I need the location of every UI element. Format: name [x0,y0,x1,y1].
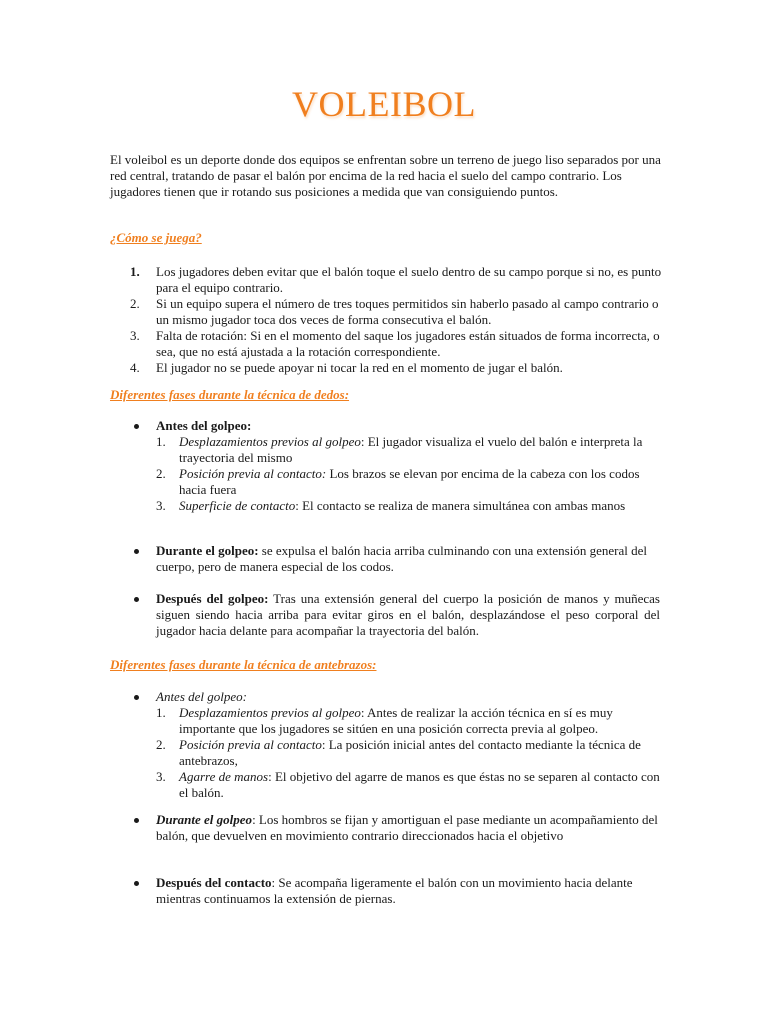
list-item [156,466,660,498]
list-item [130,360,670,376]
section-heading-tecnica-dedos: Diferentes fases durante la técnica de dedos: [110,387,350,402]
list-item-text: Los brazos se elevan por encima de la cabeza con los codos hacia fuera [179,466,640,497]
section-heading-como-se-juega: ¿Cómo se juega? [110,230,202,245]
list-item [156,769,660,801]
list-item [130,296,670,328]
list-item-text: Falta de rotación: Si en el momento del saque los jugadores están situados de forma incorrecta, o sea, que no está ajustada a la rotación correspondiente. [156,328,660,359]
sub-list [130,434,660,514]
list-item [156,498,660,514]
rules-list [130,264,670,376]
intro-paragraph: El voleibol es un deporte donde dos equipos se enfrentan sobre un terreno de juego liso separados por una red central, tratando de pasar el balón por encima de la red hacia el suelo del campo contrario. Los jugadores tienen que ir rotando sus posiciones a medida que van consiguiendo puntos. [110,152,661,199]
list-number: 2. [156,466,166,481]
bullet-label: Antes del golpeo: [156,418,252,433]
bullet-text: Tras una extensión general del cuerpo la posición de manos y muñecas siguen siendo hacia arriba para evitar giros en el balón, desplazándose el peso corporal del jugador hacia delante para acompañar la trayectoria del balón. [156,591,660,638]
section-heading-tecnica-antebrazos: Diferentes fases durante la técnica de antebrazos: [110,657,377,672]
sub-list [130,705,660,801]
list-item-text: Los jugadores deben evitar que el balón toque el suelo dentro de su campo porque si no, es punto para el equipo contrario. [156,264,662,295]
list-number: 2. [130,296,140,311]
bullet-icon [134,695,139,700]
fase-durante-antebrazos [130,812,660,844]
fase-despues-dedos [130,591,660,639]
bullet-label: Después del golpeo: [156,591,269,606]
list-item [156,705,660,737]
bullet-item [130,875,660,907]
list-number: 2. [156,737,166,752]
bullet-icon [134,881,139,886]
bullet-icon [134,818,139,823]
list-term: Desplazamientos previos al golpeo [179,705,361,720]
bullet-label: Durante el golpeo: [156,543,259,558]
bullet-item [130,689,660,705]
list-item [156,737,660,769]
list-term: Desplazamientos previos al golpeo [179,434,361,449]
list-term: Posición previa al contacto: [179,466,327,481]
list-number: 1. [156,434,166,449]
bullet-icon [134,549,139,554]
list-number: 4. [130,360,140,375]
list-term: Superficie de contacto [179,498,296,513]
list-item-text: : El contacto se realiza de manera simultánea con ambas manos [295,498,626,513]
list-item [130,264,670,296]
list-item [156,434,660,466]
bullet-label: Antes del golpeo: [156,689,247,704]
bullet-item [130,418,660,434]
list-number: 3. [130,328,140,343]
list-item-text: : El objetivo del agarre de manos es que éstas no se separen al contacto con el balón. [179,769,660,800]
list-item-text: El jugador no se puede apoyar ni tocar la red en el momento de jugar el balón. [156,360,563,375]
list-item-text: : La posición inicial antes del contacto mediante la técnica de antebrazos, [179,737,641,768]
list-item-text: : Antes de realizar la acción técnica en sí es muy importante que los jugadores se sitúen en una posición correcta previa al golpeo. [179,705,613,736]
fase-antes-antebrazos [130,689,660,801]
list-number: 1. [156,705,166,720]
list-item-text: : El jugador visualiza el vuelo del balón e interpreta la trayectoria del mismo [179,434,643,465]
list-term: Posición previa al contacto [179,737,322,752]
bullet-text: : Los hombros se fijan y amortiguan el pase mediante un acompañamiento del balón, que devuelven en movimiento contrario direccionados hacia el objetivo [156,812,658,843]
bullet-item [130,812,660,844]
document-title: VOLEIBOL [292,84,476,124]
bullet-item [130,591,660,639]
list-term: Agarre de manos [179,769,269,784]
fase-despues-antebrazos [130,875,660,907]
fase-durante-dedos [130,543,660,575]
bullet-label: Durante el golpeo [156,812,253,827]
bullet-item [130,543,660,575]
list-number: 3. [156,769,166,784]
fase-antes-dedos [130,418,660,514]
bullet-text: : Se acompaña ligeramente el balón con un movimiento hacia delante mientras continuamos la extensión de piernas. [156,875,633,906]
bullet-label: Después del contacto [156,875,272,890]
list-item-text: Si un equipo supera el número de tres toques permitidos sin haberlo pasado al campo contrario o un mismo jugador toca dos veces de forma consecutiva el balón. [156,296,659,327]
bullet-icon [134,424,139,429]
bullet-icon [134,597,139,602]
list-item [130,328,670,360]
list-number: 1. [130,264,140,279]
list-number: 3. [156,498,166,513]
bullet-text: se expulsa el balón hacia arriba culminando con una extensión general del cuerpo, pero de manera especial de los codos. [156,543,647,574]
